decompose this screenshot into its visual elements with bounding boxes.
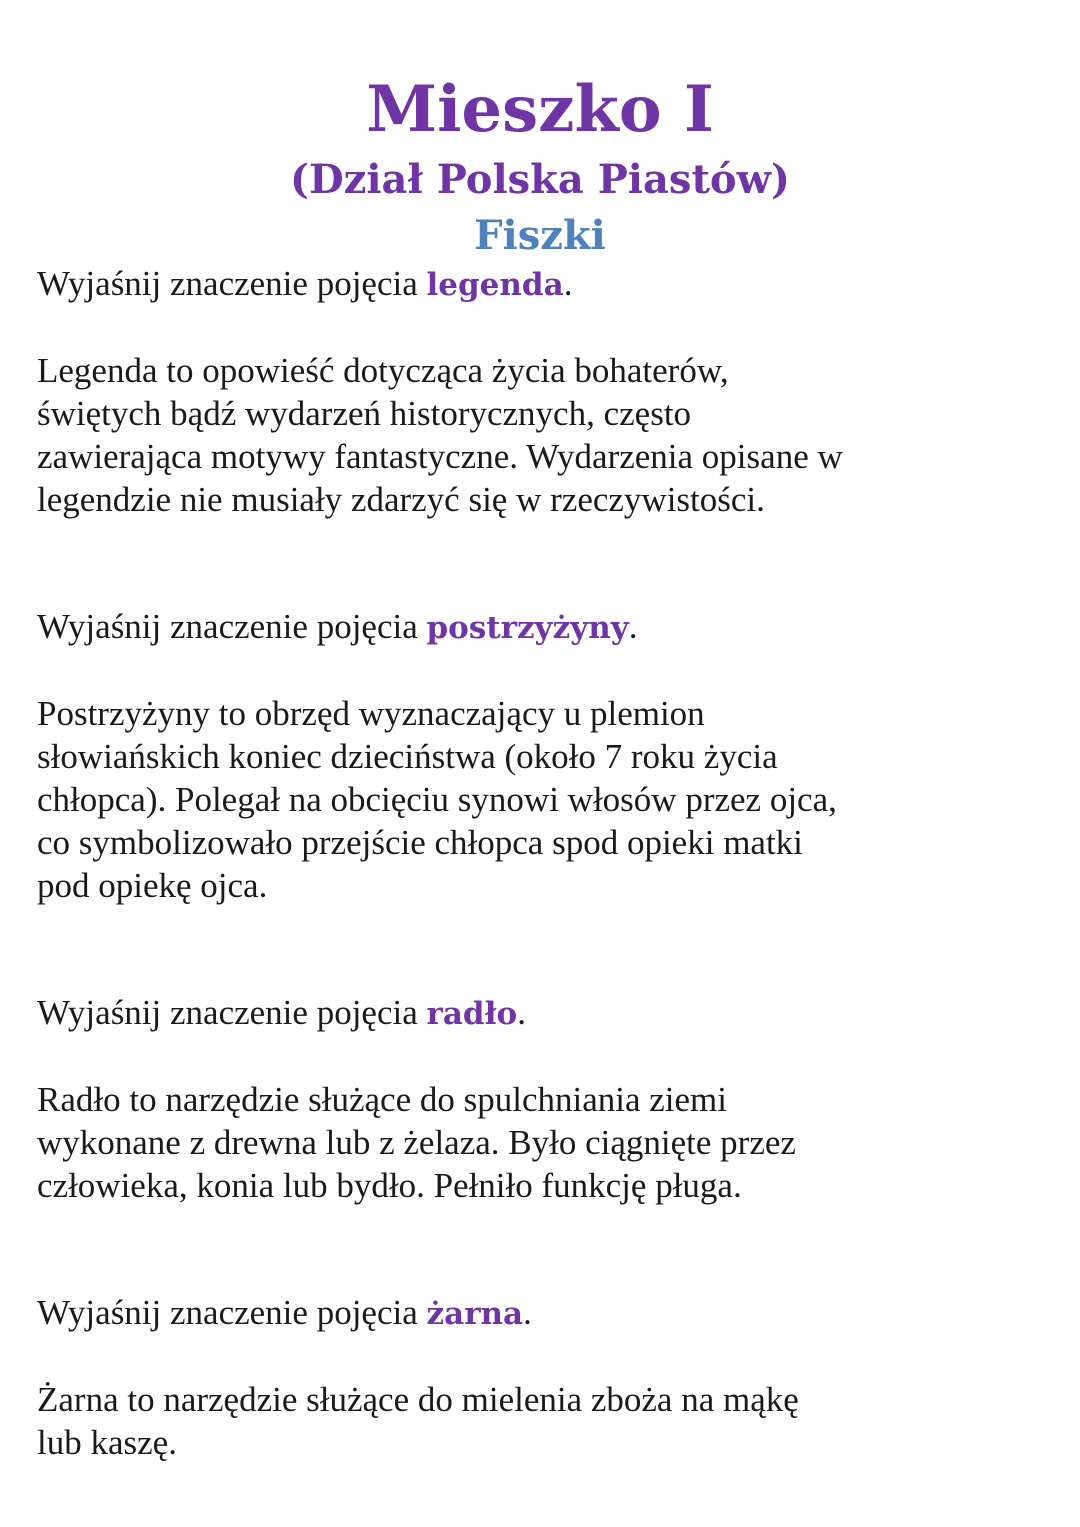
flashcard xyxy=(37,991,1057,1207)
question-prefix: Wyjaśnij znaczenie pojęcia xyxy=(37,993,427,1032)
flashcard-answer xyxy=(37,1378,1057,1464)
flashcard-answer xyxy=(37,1078,1057,1207)
term: postrzyżyny xyxy=(426,610,629,646)
answer-line: Radło to narzędzie służące do spulchniania ziemi xyxy=(37,1080,728,1119)
answer-line: słowiańskich koniec dzieciństwa (około 7 roku życia xyxy=(37,737,778,776)
answer-line: człowieka, konia lub bydło. Pełniło funkcję pługa. xyxy=(37,1166,742,1205)
question-suffix: . xyxy=(517,993,526,1032)
question-suffix: . xyxy=(563,264,573,303)
page-subtitle: (Dział Polska Piastów) xyxy=(290,156,790,203)
flashcard-question xyxy=(37,262,1057,307)
question-suffix: . xyxy=(628,607,638,646)
flashcard-answer xyxy=(37,692,1057,907)
question-prefix: Wyjaśnij znaczenie pojęcia xyxy=(37,264,427,303)
flashcard-question xyxy=(37,605,1057,650)
answer-line: zawierająca motywy fantastyczne. Wydarzenia opisane w xyxy=(37,437,843,476)
answer-line: legendzie nie musiały zdarzyć się w rzeczywistości. xyxy=(37,480,765,519)
flashcard-question xyxy=(37,991,1057,1036)
question-suffix: . xyxy=(523,1293,532,1332)
term: radło xyxy=(426,996,518,1032)
answer-line: Żarna to narzędzie służące do mielenia zboża na mąkę xyxy=(37,1380,799,1419)
flashcard xyxy=(37,1291,1057,1464)
flashcard xyxy=(37,605,1057,907)
answer-line: pod opiekę ojca. xyxy=(37,866,268,905)
question-prefix: Wyjaśnij znaczenie pojęcia xyxy=(37,1293,427,1332)
answer-line: świętych bądź wydarzeń historycznych, często xyxy=(37,394,692,433)
answer-line: Legenda to opowieść dotycząca życia bohaterów, xyxy=(37,351,729,390)
answer-line: chłopca). Polegał na obcięciu synowi włosów przez ojca, xyxy=(37,780,837,819)
flashcard-answer xyxy=(37,349,1057,521)
flashcard-question xyxy=(37,1291,1057,1336)
page-header xyxy=(0,70,1080,262)
page-title: Mieszko I xyxy=(366,72,714,147)
flashcard-list xyxy=(37,262,1057,1464)
answer-line: lub kaszę. xyxy=(37,1423,177,1462)
term: legenda xyxy=(426,267,564,303)
question-prefix: Wyjaśnij znaczenie pojęcia xyxy=(37,607,427,646)
answer-line: Postrzyżyny to obrzęd wyznaczający u plemion xyxy=(37,694,705,733)
flashcard xyxy=(37,262,1057,521)
page-subheading: Fiszki xyxy=(474,212,606,259)
term: żarna xyxy=(426,1296,524,1332)
answer-line: wykonane z drewna lub z żelaza. Było ciągnięte przez xyxy=(37,1123,796,1162)
answer-line: co symbolizowało przejście chłopca spod opieki matki xyxy=(37,823,803,862)
